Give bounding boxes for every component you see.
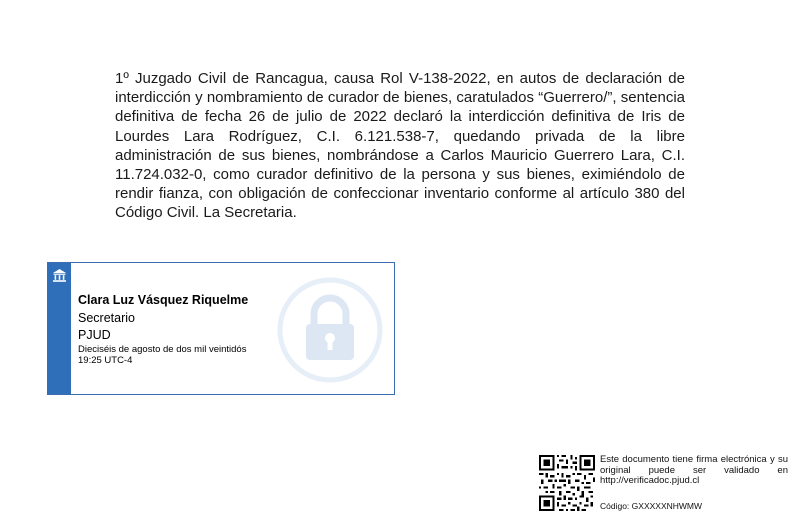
signature-side-strip	[48, 263, 71, 394]
verification-block	[539, 455, 789, 513]
qr-code-icon[interactable]	[539, 455, 595, 511]
document-paragraph: 1º Juzgado Civil de Rancagua, causa Rol V-138-2022, en autos de declaración de interdicción y nombramiento de curador de bienes, caratulados “Guerrero/”, sentencia definitiva de fecha 26 de julio de 2022 declaró la interdicción definitiva de Iris de Lourdes Lara Rodríguez, C.I. 6.121.538-7, quedando privada de la libre administración de sus bienes, nombrándose a Carlos Mauricio Guerrero Lara, C.I. 11.724.032-0, como curador definitivo de la persona y sus bienes, eximiéndolo de rendir fianza, con obligación de confeccionar inventario conforme al artículo 380 del Código Civil. La Secretaria.	[115, 70, 685, 222]
signature-date	[78, 345, 278, 366]
courthouse-icon	[52, 268, 67, 283]
electronic-signature-box	[47, 262, 395, 395]
signature-time-line: 19:25 UTC-4	[78, 354, 133, 366]
signer-organization: PJUD	[78, 328, 111, 342]
signature-details	[78, 293, 278, 366]
signer-role: Secretario	[78, 311, 135, 325]
signer-name: Clara Luz Vásquez Riquelme	[78, 293, 249, 307]
verification-notice: Este documento tiene firma electrónica y su original puede ser validado en http://verificadoc.pjud.cl	[600, 454, 788, 486]
padlock-icon	[276, 276, 384, 384]
signature-date-line: Dieciséis de agosto de dos mil veintidós	[78, 344, 247, 355]
verification-code: Código: GXXXXXNHWMW	[600, 501, 703, 511]
